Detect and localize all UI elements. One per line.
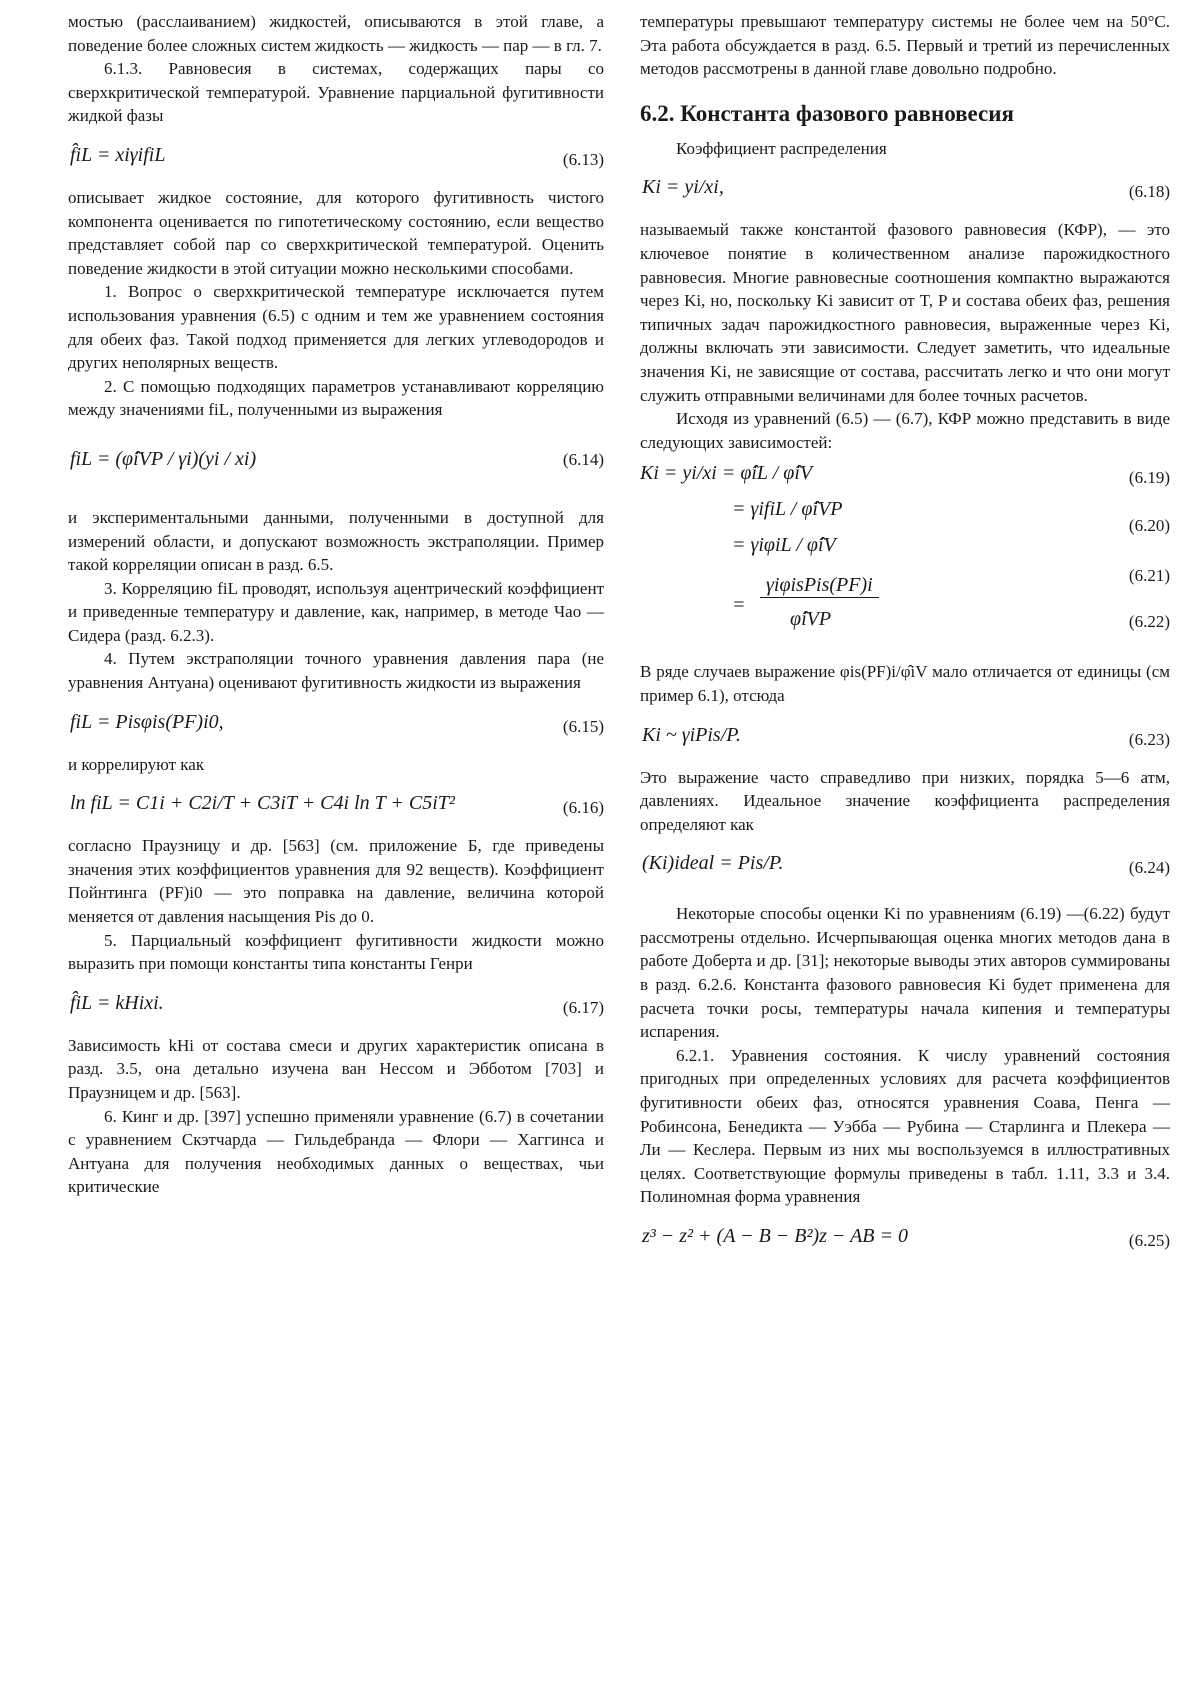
equation-6-23 [642, 722, 1170, 752]
equation-formula: f̂iL = xiγifiL [70, 143, 166, 166]
subsection-intro: 6.1.3. Равновесия в системах, содержащих пары со сверхкритической температурой. Уравнение парциальной фугитивности жидкой фазы [68, 59, 604, 126]
paragraph: и коррелируют как [68, 754, 205, 774]
equation-number: (6.24) [1128, 858, 1170, 878]
equation-6-17 [70, 990, 604, 1020]
equation-6-24 [642, 850, 1170, 880]
spacer [640, 894, 1170, 902]
equation-number: (6.18) [1128, 182, 1170, 202]
paragraph: Зависимость kHi от состава смеси и других характеристик описана в разд. 3.5, она детально изучена ван Нессом и Эбботом [703] и Праузницем и др. [563]. [68, 1035, 604, 1102]
equation-formula: Ki = yi/xi, [642, 176, 724, 199]
fraction-numerator: γiφisPis(PF)i [760, 574, 879, 598]
equation-number: (6.23) [1128, 729, 1170, 749]
equation-number: (6.19) [1128, 468, 1170, 488]
paragraph: мостью (расслаиванием) жидкостей, описываются в этой главе, а поведение более сложных систем жидкость — жидкость — пар — в гл. 7. [68, 12, 604, 55]
equation-number: (6.15) [562, 716, 604, 736]
equation-6-15 [70, 709, 604, 739]
equation-6-13 [70, 142, 604, 172]
paragraph: описывает жидкое состояние, для которого фугитивность чистого компонента оценивается по гипотетическому состоянию, если вещество представляет собой пар со сверхкритической температурой. Оценить поведение жидкости в этой ситуации можно несколькими способами. [68, 187, 604, 278]
paragraph: Исходя из уравнений (6.5) — (6.7), КФР можно представить в виде следующих зависимостей: [640, 409, 1170, 452]
right-column [640, 10, 1170, 1267]
equation-6-14 [70, 436, 604, 492]
equation-number: (6.20) [1128, 516, 1170, 536]
equation-line: = γiφiL / φ̂iV [732, 534, 836, 557]
equation-6-16 [70, 790, 604, 820]
paragraph: 5. Парциальный коэффициент фугитивности жидкости можно выразить при помощи константы типа константы Генри [68, 930, 604, 974]
left-column [68, 10, 604, 1199]
subsection-paragraph: 6.2.1. Уравнения состояния. К числу уравнений состояния пригодных при определенных условиях для расчета коэффициентов фугитивности обеих фаз, относятся уравнения Соава, Пенга — Робинсона, Бенедикта — Уэбба — Рубина — Старлинга и Плекера — Ли — Кеслера. Первым из них мы воспользуемся в иллюстративных целях. Соответствующие формулы приведены в табл. 1.11, 3.3 и 3.4. Полиномная форма уравнения [640, 1045, 1170, 1207]
equation-number: (6.22) [1128, 612, 1170, 632]
paragraph: называемый также константой фазового равновесия (КФР), — это ключевое понятие в количественном анализе парожидкостного равновесия. Многие равновесные соотношения компактно выражаются через Ki, но, поскольку Ki зависит от T, P и состава обеих фаз, решения типичных задач парожидкостного равновесия, выраженные через Ki, должны включать эти зависимости. Следует заметить, что идеальные значения Ki, не зависящие от состава, рассчитать легко и что они могут служить отправными величинами для более точных расчетов. [640, 220, 1170, 405]
equation-line: Ki = yi/xi = φ̂iL / φ̂iV [640, 462, 813, 485]
equation-formula: (Ki)ideal = Pis/P. [642, 852, 784, 875]
paragraph: 2. С помощью подходящих параметров устанавливают корреляцию между значениями fiL, полученными из выражения [68, 376, 604, 420]
equation-formula: ln fiL = C1i + C2i/T + C3iT + C4i ln T + C5iT² [70, 792, 455, 815]
equation-formula: Ki ~ γiPis/P. [642, 723, 741, 746]
fraction-denominator: φ̂iVP [790, 608, 832, 631]
equation-formula: fiL = Pisφis(PF)i0, [70, 710, 224, 733]
equation-number: (6.14) [562, 449, 604, 469]
equation-formula: fiL = (φ̂iVP / γi)(yi / xi) [70, 447, 257, 470]
paragraph: Это выражение часто справедливо при низких, порядка 5—6 атм, давлениях. Идеальное значение коэффициента распределения определяют как [640, 767, 1170, 834]
equation-number: (6.17) [562, 997, 604, 1017]
equation-line: = γifiL / φ̂iVP [732, 498, 843, 521]
equation-formula: z³ − z² + (A − B − B²)z − AB = 0 [642, 1225, 908, 1247]
paragraph: Некоторые способы оценки Ki по уравнениям (6.19) —(6.22) будут рассмотрены отдельно. Исчерпывающая оценка многих методов дана в работе Доберта и др. [31]; некоторые выводы этих авторов суммированы в разд. 6.2.6. Константа фазового равновесия Ki будет применена для расчета точки росы, температуры начала кипения и температуры испарения. [640, 904, 1170, 1042]
equals-sign: = [732, 594, 746, 617]
paragraph: и экспериментальными данными, полученными в доступной для измерений области, и допускают возможность экстраполяции. Пример такой корреляции описан в разд. 6.5. [68, 507, 604, 575]
paragraph: 3. Корреляцию fiL проводят, используя ацентрический коэффициент и приведенные температуру и давление, как, например, в методе Чао — Сидера (разд. 6.2.3). [68, 578, 604, 645]
section-heading: 6.2. Константа фазового равновесия [640, 100, 1014, 126]
equation-6-18 [642, 174, 1170, 204]
equation-number: (6.13) [562, 149, 604, 169]
equation-number: (6.25) [1128, 1231, 1170, 1250]
equation-number: (6.21) [1128, 566, 1170, 586]
paragraph: 6. Кинг и др. [397] успешно применяли уравнение (6.7) в сочетании с уравнением Скэтчарда — Гильдебранда — Флори — Хаггинса и Антуана для получения необходимых данных о веществах, чьи критические [68, 1106, 604, 1197]
paragraph: В ряде случаев выражение φis(PF)i/φ̂iV мало отличается от единицы (см пример 6.1), отсюда [640, 662, 1170, 705]
paragraph: Коэффициент распределения [676, 138, 887, 158]
paragraph: согласно Праузницу и др. [563] (см. приложение Б, где приведены значения этих коэффициентов уравнения для 92 веществ). Коэффициент Пойнтинга (PF)i0 — это поправка на давление, величина которой меняется от давления насыщения Pis до 0. [68, 836, 604, 927]
paragraph: 4. Путем экстраполяции точного уравнения давления пара (не уравнения Антуана) оценивают фугитивность жидкости из выражения [68, 649, 604, 693]
equation-block-6-19-6-22 [640, 462, 1170, 648]
paragraph: 1. Вопрос о сверхкритической температуре исключается путем использования уравнения (6.5) с одним и тем же уравнением состояния для обеих фаз. Такой подход применяется для легких углеводородов и других неполярных веществ. [68, 282, 604, 373]
equation-formula: f̂iL = kHixi. [70, 991, 164, 1014]
equation-6-25 [642, 1223, 1170, 1253]
equation-number: (6.16) [562, 798, 604, 818]
paragraph: температуры превышают температуру системы не более чем на 50°С. Эта работа обсуждается в разд. 6.5. Первый и третий из перечисленных методов рассмотрены в данной главе довольно подробно. [640, 12, 1170, 79]
